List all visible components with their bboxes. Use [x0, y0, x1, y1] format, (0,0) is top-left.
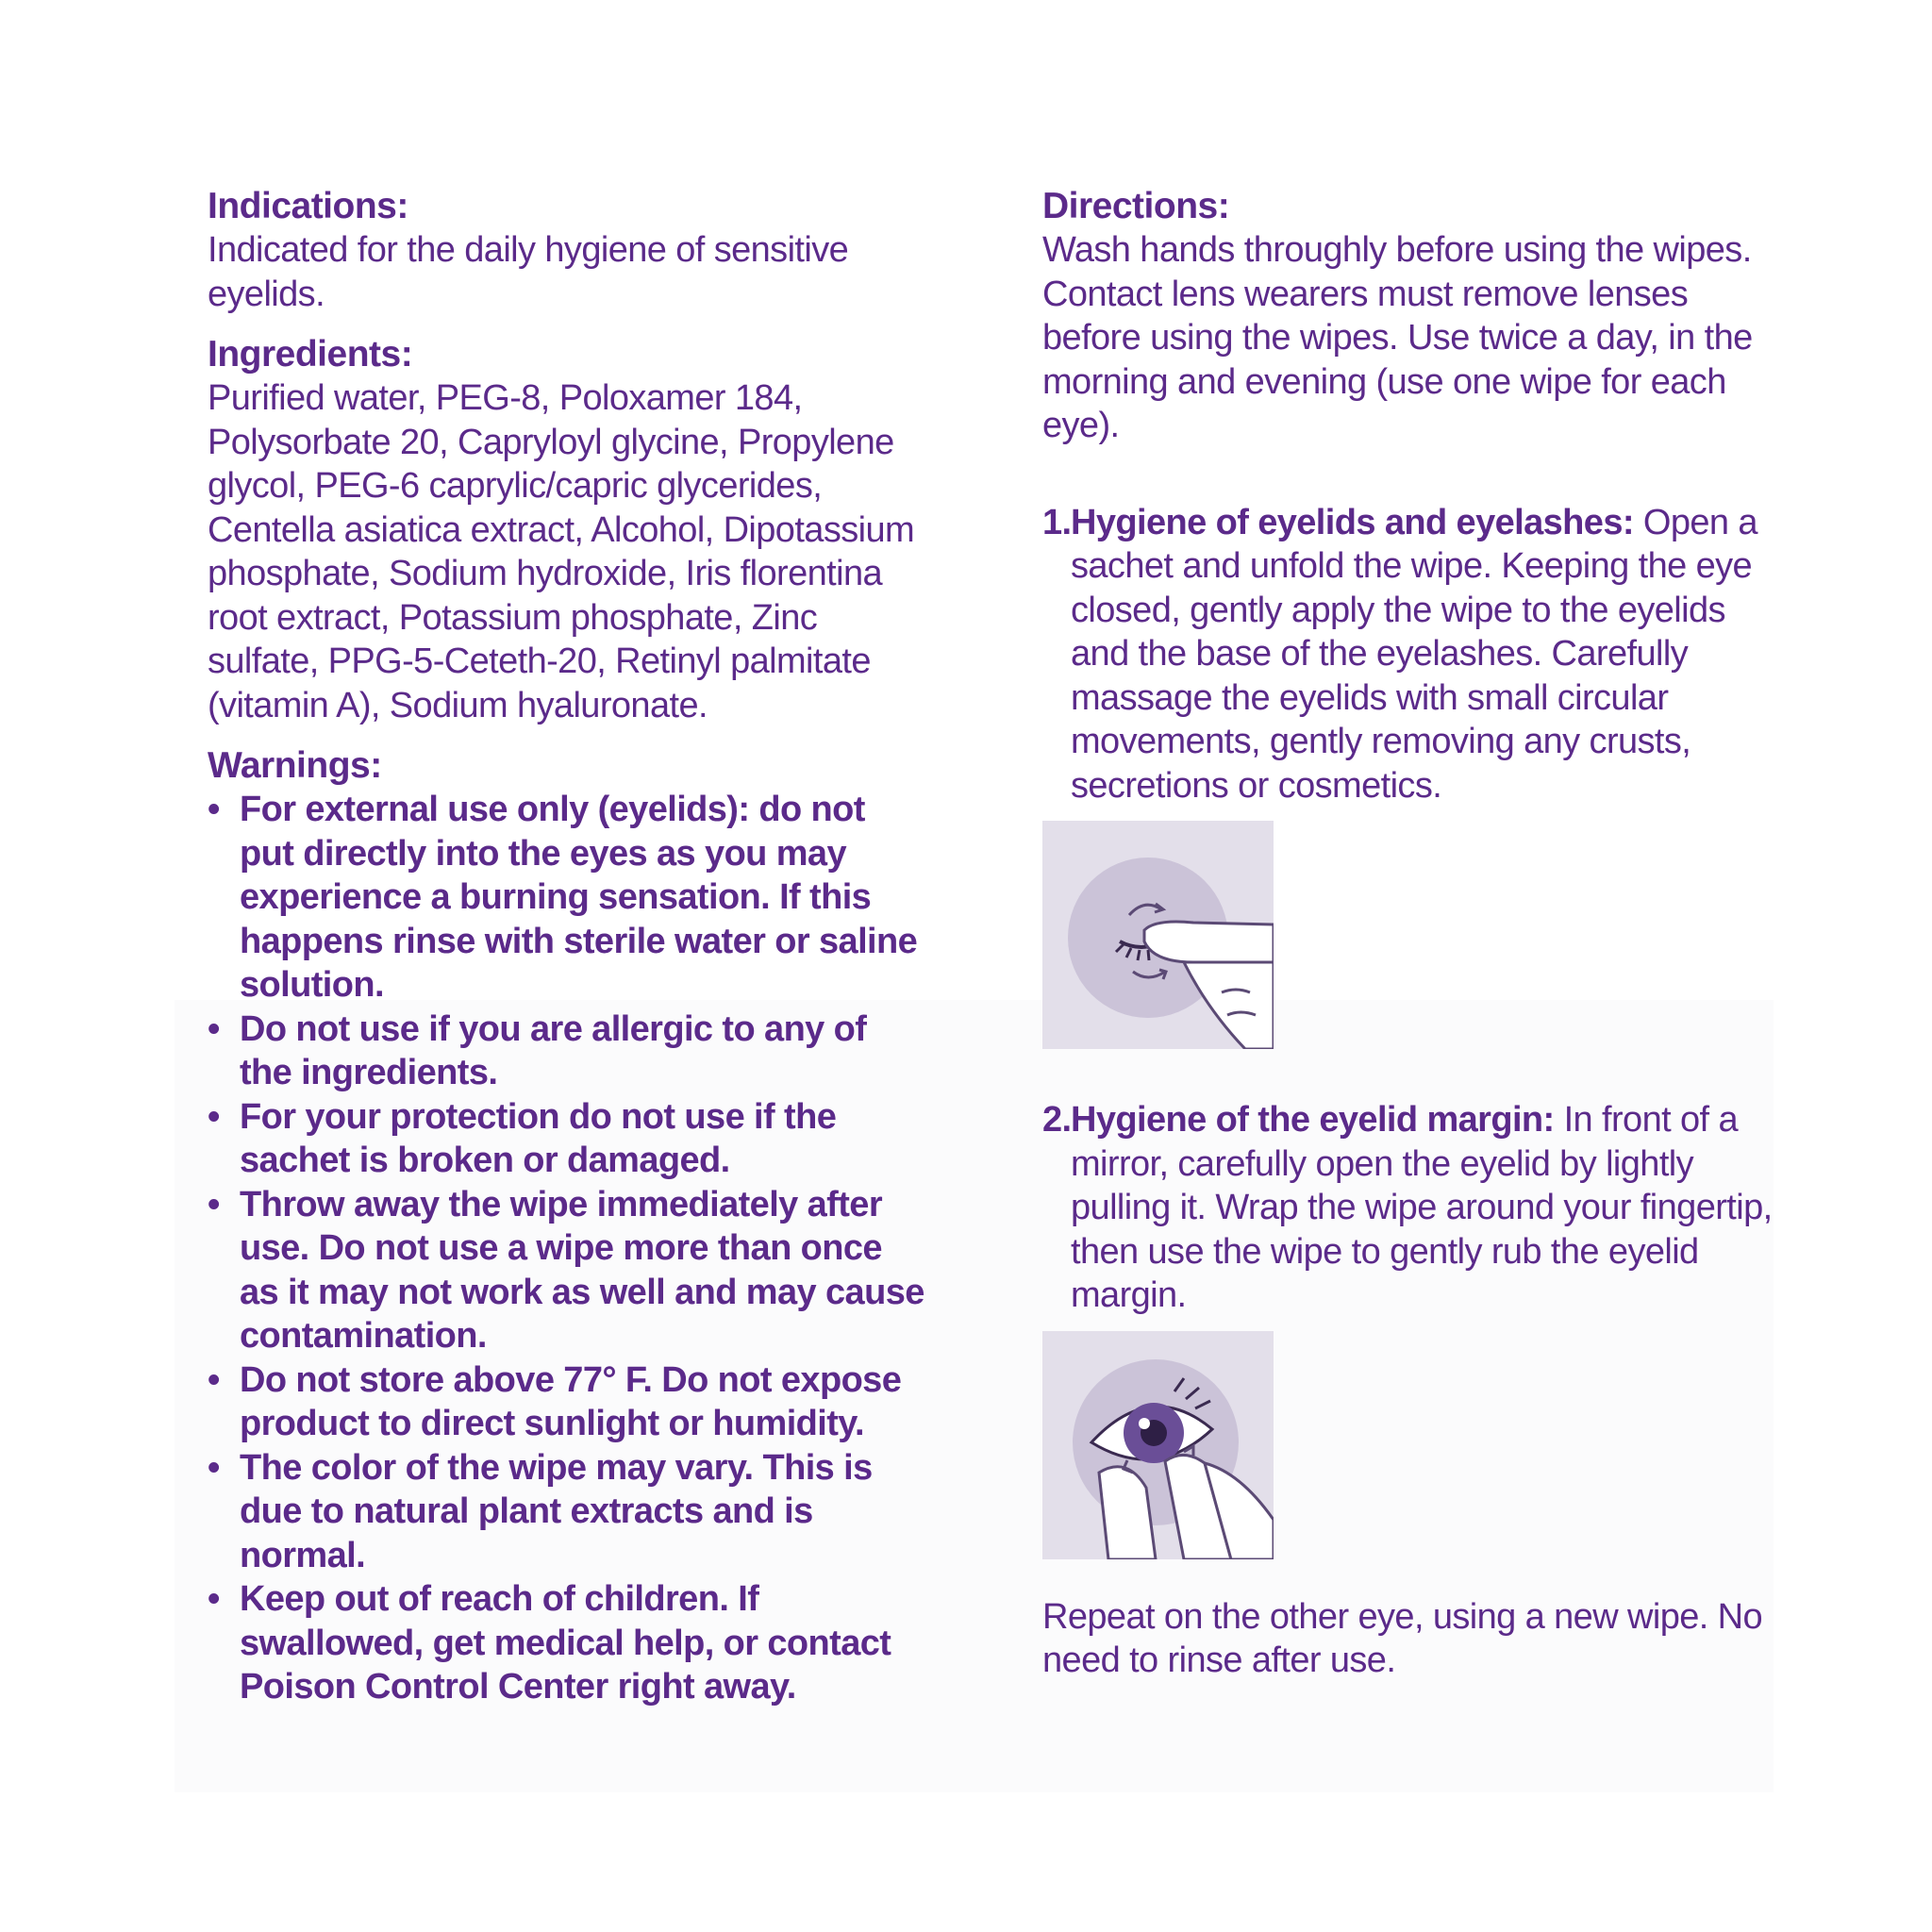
warning-text: For your protection do not use if the sachet is broken or damaged. [240, 1096, 837, 1180]
warnings-section [208, 744, 924, 1709]
ingredients-text: Purified water, PEG-8, Poloxamer 184, Polysorbate 20, Capryloyl glycine, Propylene glycol, PEG-6 caprylic/capric glycerides, Centella asiatica extract, Alcohol, Dipotassium phosphate, Sodium hydroxide, Iris florentina root extract, Potassium phosphate, Zinc sulfate, PPG-5-Ceteth-20, Retinyl palmitate (vitamin A), Sodium hyaluronate. [208, 378, 915, 725]
warning-item [208, 1577, 924, 1709]
bullet-icon: • [208, 1579, 220, 1619]
warning-text: The color of the wipe may vary. This is due to natural plant extracts and is normal. [240, 1447, 873, 1575]
bullet-icon: • [208, 790, 220, 829]
warning-text: For external use only (eyelids): do not put directly into the eyes as you may experience a burning sensation. If this happens rinse with sterile water or saline solution. [240, 790, 918, 1005]
indications-heading: Indications: [208, 186, 408, 226]
step-2 [1042, 1098, 1778, 1318]
warning-item [208, 1446, 924, 1578]
step-1-text: Open a sachet and unfold the wipe. Keeping the eye closed, gently apply the wipe to the eyelids and the base of the eyelashes. Carefully massage the eyelids with small circular movements, gently removing any crusts, secretions or cosmetics. [1071, 502, 1757, 806]
directions-text: Wash hands throughly before using the wipes. Contact lens wearers must remove lenses before using the wipes. Use twice a day, in the morning and evening (use one wipe for each eye). [1042, 230, 1753, 445]
bullet-icon: • [208, 1447, 220, 1488]
ingredients-heading: Ingredients: [208, 334, 413, 375]
step-2-number: 2. [1042, 1100, 1072, 1140]
bullet-icon: • [208, 1184, 220, 1224]
directions-heading: Directions: [1042, 186, 1230, 226]
directions-section [1042, 185, 1778, 448]
indications-text: Indicated for the daily hygiene of sensitive eyelids. [208, 230, 849, 314]
eyelid-wipe-illustration [1042, 821, 1274, 1049]
indications-section [208, 185, 924, 316]
step-1 [1042, 501, 1778, 808]
left-column [208, 185, 924, 1726]
warning-item [208, 788, 924, 1008]
warnings-list [208, 788, 924, 1709]
bullet-icon: • [208, 1096, 220, 1137]
step-1-title: Hygiene of eyelids and eyelashes: [1071, 502, 1634, 542]
warning-text: Keep out of reach of children. If swallowed, get medical help, or contact Poison Control Center right away. [240, 1579, 891, 1707]
right-column [1042, 185, 1778, 1683]
warning-item [208, 1095, 924, 1183]
warning-item [208, 1008, 924, 1095]
warning-item [208, 1358, 924, 1446]
step-2-text: In front of a mirror, carefully open the eyelid by lightly pulling it. Wrap the wipe around your fingertip, then use the wipe to gently rub the eyelid margin. [1071, 1100, 1773, 1315]
ingredients-section [208, 333, 924, 727]
step-2-title: Hygiene of the eyelid margin: [1071, 1100, 1555, 1140]
bullet-icon: • [208, 1008, 220, 1049]
step-1-number: 1. [1042, 502, 1072, 542]
eyelid-margin-icon [1042, 1331, 1274, 1559]
closing-text: Repeat on the other eye, using a new wipe. No need to rinse after use. [1042, 1596, 1763, 1680]
eyelid-margin-illustration [1042, 1331, 1274, 1559]
bullet-icon: • [208, 1359, 220, 1400]
eyelid-wipe-icon [1042, 821, 1274, 1049]
warnings-heading: Warnings: [208, 745, 382, 786]
warning-text: Throw away the wipe immediately after use. Do not use a wipe more than once as it may not work as well and may cause contamination. [240, 1184, 924, 1356]
warning-item [208, 1183, 924, 1358]
warning-text: Do not store above 77° F. Do not expose product to direct sunlight or humidity. [240, 1359, 902, 1443]
warning-text: Do not use if you are allergic to any of the ingredients. [240, 1008, 867, 1092]
